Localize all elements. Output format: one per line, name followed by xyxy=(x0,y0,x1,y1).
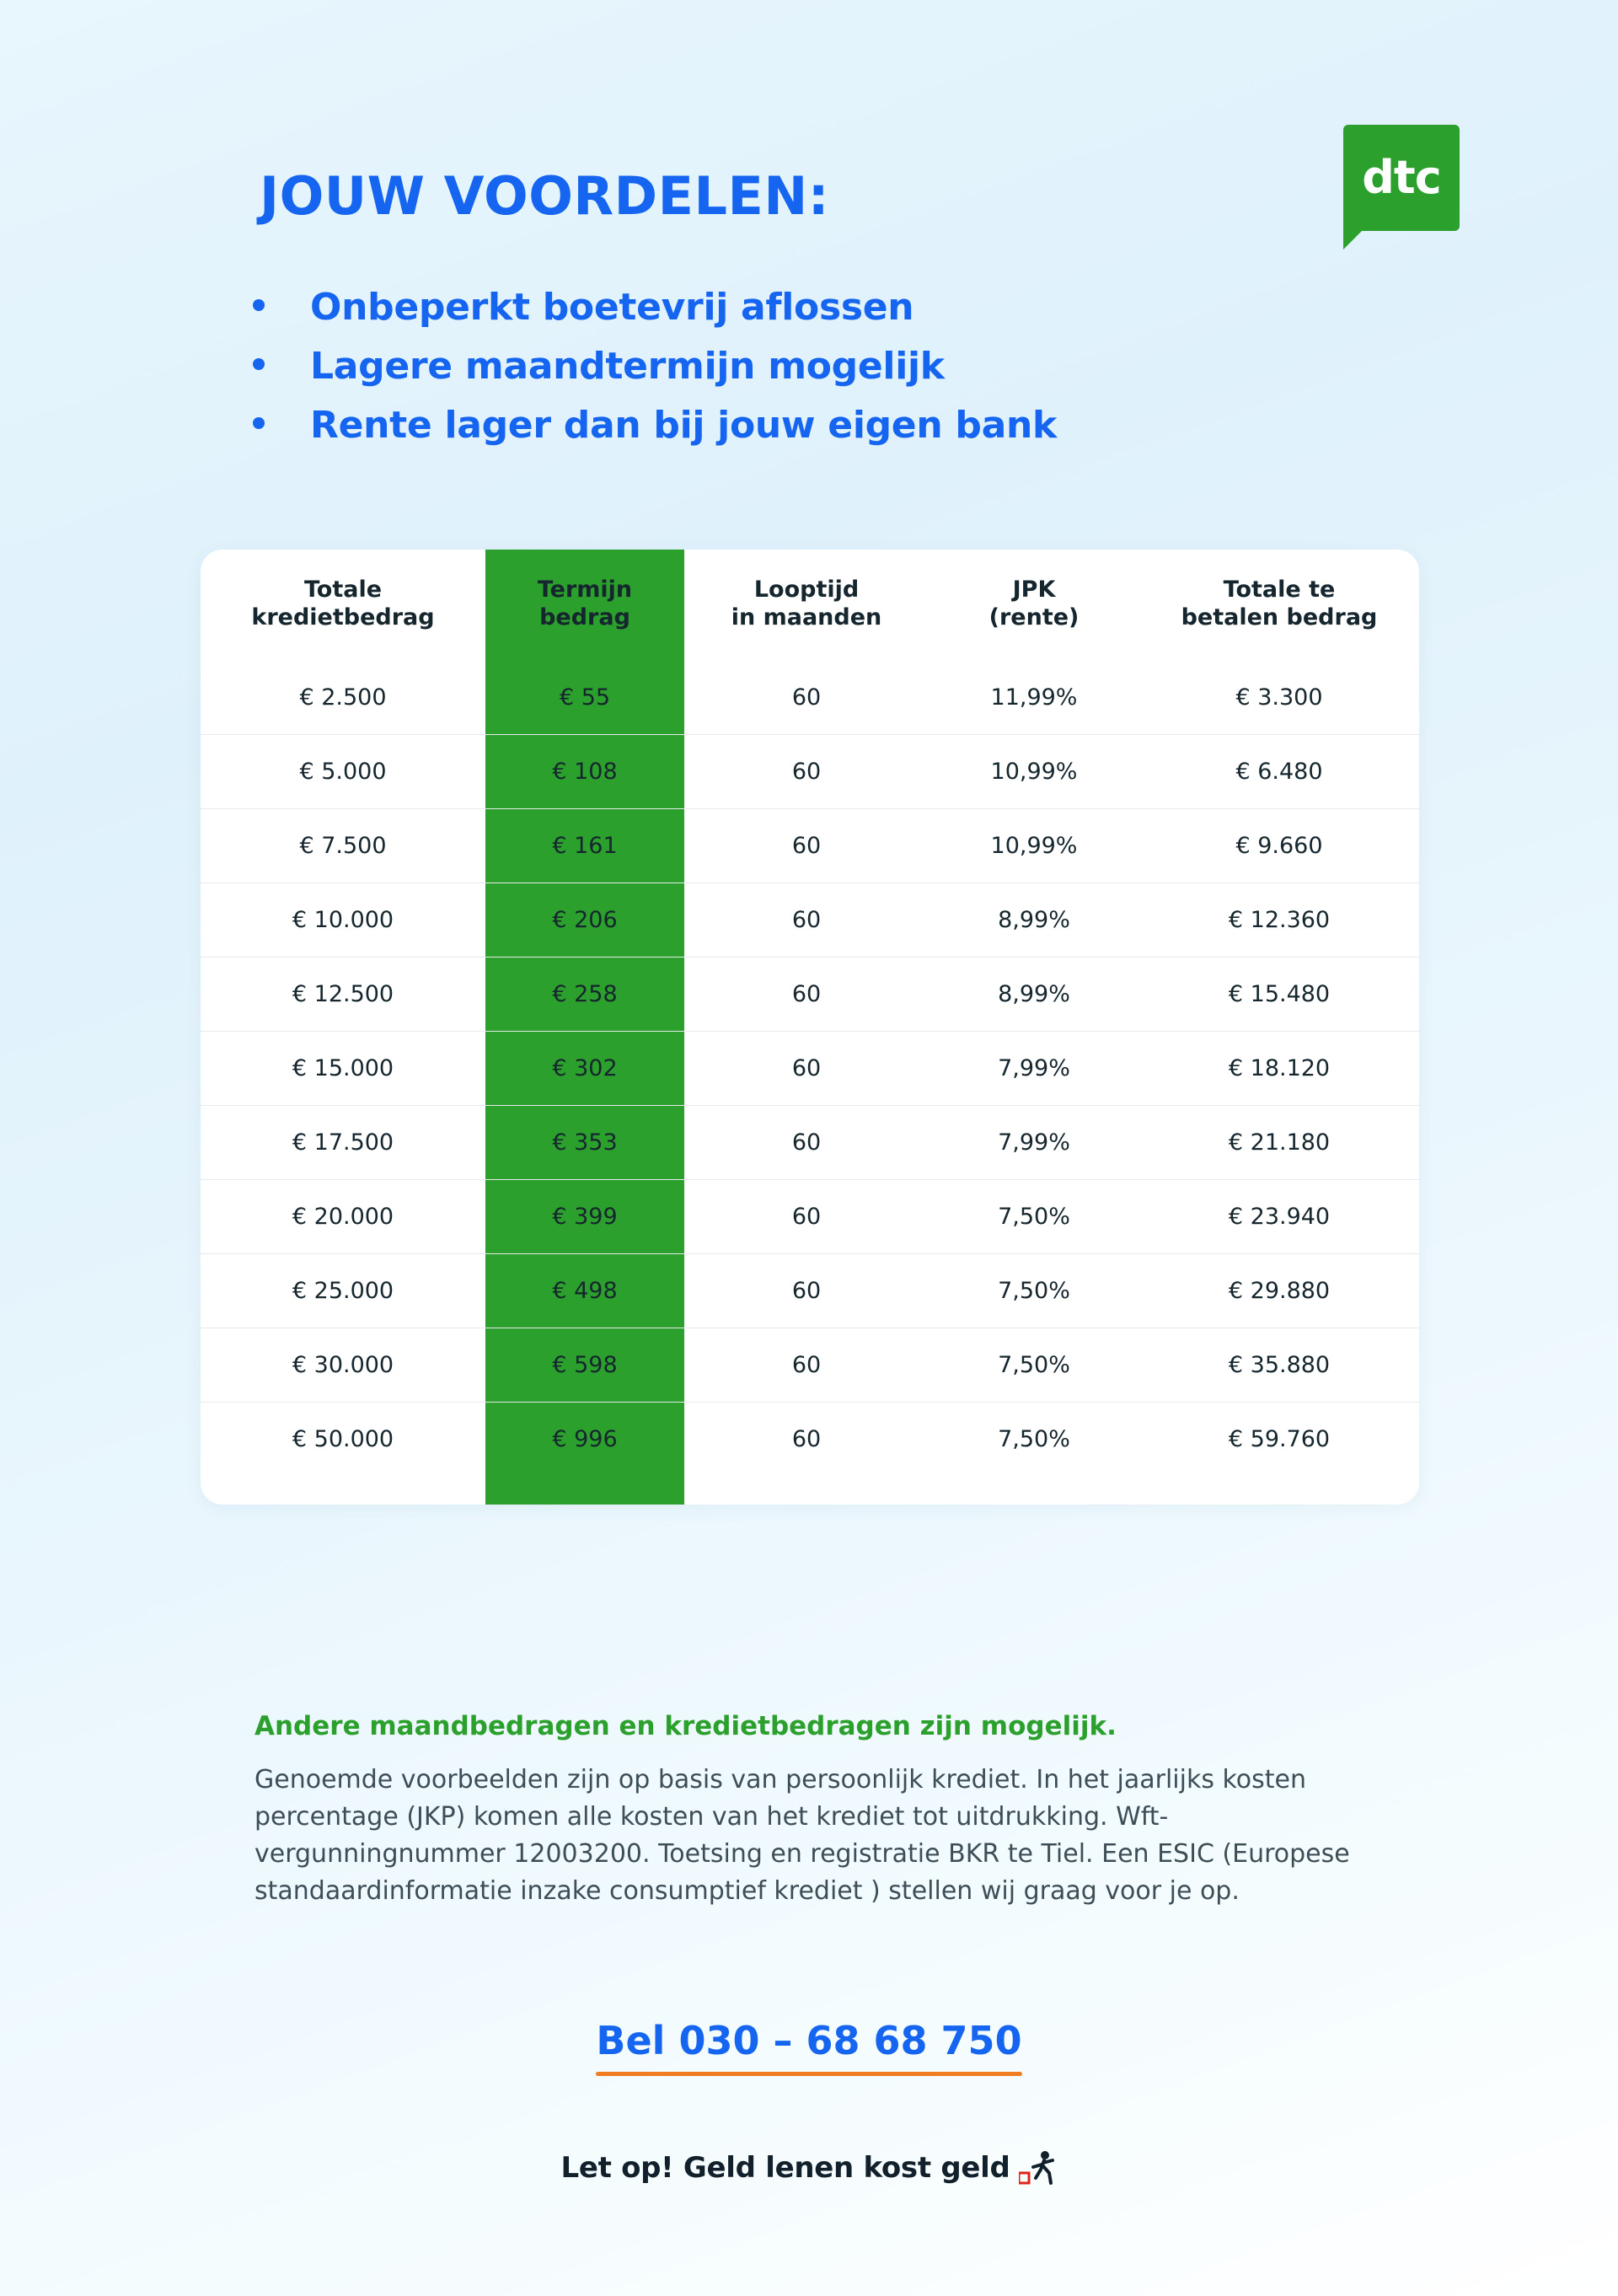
bullet-icon xyxy=(253,299,265,311)
cell-termijnbedrag: € 353 xyxy=(485,1105,684,1179)
cell-jkp: 7,50% xyxy=(929,1328,1139,1402)
cell-totaal: € 12.360 xyxy=(1139,882,1419,957)
cell-looptijd: 60 xyxy=(791,1425,822,1452)
column-header-looptijd: Looptijd in maanden xyxy=(731,577,882,630)
column-header-jkp: JPK (rente) xyxy=(988,577,1080,630)
cell-kredietbedrag: € 2.500 xyxy=(201,661,485,735)
cell-kredietbedrag: € 20.000 xyxy=(201,1179,485,1253)
cell-termijnbedrag: € 206 xyxy=(485,882,684,957)
cell-totaal: € 35.880 xyxy=(1139,1328,1419,1402)
legal-warning-inner xyxy=(560,2149,1057,2186)
cell-jkp: 7,99% xyxy=(929,1031,1139,1105)
cell-termijnbedrag: € 498 xyxy=(485,1253,684,1328)
rates-card xyxy=(201,550,1419,1505)
cell-kredietbedrag: € 17.500 xyxy=(201,1105,485,1179)
cell-kredietbedrag: € 5.000 xyxy=(201,734,485,808)
cell-totaal: € 15.480 xyxy=(1139,957,1419,1031)
legal-warning-text: Let op! Geld lenen kost geld xyxy=(560,2151,1010,2185)
bullet-icon xyxy=(253,417,265,429)
benefit-label: Lagere maandtermijn mogelijk xyxy=(310,345,945,388)
phone-number-label: Bel 030 – 68 68 750 xyxy=(596,2018,1022,2063)
column-header-totaal: Totale te betalen bedrag xyxy=(1181,577,1378,630)
legal-warning xyxy=(0,2149,1618,2186)
table-row xyxy=(201,957,1419,1031)
cell-jkp: 7,99% xyxy=(929,1105,1139,1179)
cell-jkp: 7,50% xyxy=(929,1253,1139,1328)
card-bottom-padding xyxy=(201,1476,1419,1505)
cell-looptijd: 60 xyxy=(684,1031,929,1105)
cell-kredietbedrag: € 7.500 xyxy=(201,808,485,882)
cell-jkp: 10,99% xyxy=(929,734,1139,808)
cell-jkp: 11,99% xyxy=(929,661,1139,735)
cell-jkp: 7,50% xyxy=(998,1425,1070,1452)
cell-jkp: 8,99% xyxy=(929,957,1139,1031)
table-row xyxy=(201,1031,1419,1105)
cell-kredietbedrag: € 25.000 xyxy=(201,1253,485,1328)
cell-termijnbedrag: € 399 xyxy=(485,1179,684,1253)
phone-number[interactable] xyxy=(596,2018,1021,2086)
cell-looptijd: 60 xyxy=(684,808,929,882)
table-row xyxy=(201,882,1419,957)
table-row xyxy=(201,1402,1419,1476)
cell-totaal: € 6.480 xyxy=(1139,734,1419,808)
table-row xyxy=(201,734,1419,808)
dtc-logo xyxy=(1343,125,1460,231)
bullet-icon xyxy=(253,358,265,370)
page-title: JOUW VOORDELEN: xyxy=(260,165,829,227)
phone-cta[interactable] xyxy=(0,2018,1618,2086)
cell-looptijd: 60 xyxy=(684,957,929,1031)
list-item xyxy=(253,278,1057,337)
logo-text: dtc xyxy=(1362,151,1441,204)
column-header-kredietbedrag: Totale kredietbedrag xyxy=(251,577,435,630)
cell-termijnbedrag: € 161 xyxy=(485,808,684,882)
column-header-termijnbedrag: Termijn bedrag xyxy=(485,550,684,661)
highlight-column-tail xyxy=(485,1474,684,1505)
phone-underline xyxy=(596,2072,1021,2076)
cell-termijnbedrag: € 598 xyxy=(485,1328,684,1402)
cell-kredietbedrag: € 10.000 xyxy=(201,882,485,957)
cell-looptijd: 60 xyxy=(684,1179,929,1253)
notes-body: Genoemde voorbeelden zijn op basis van persoonlijk krediet. In het jaarlijks kosten percentage (JKP) komen alle kosten van het krediet tot uitdrukking. Wft-vergunningnummer 12003200. Toetsing en registratie BKR te Tiel. Een ESIC (Europese standaardinformatie inzake consumptief krediet ) stellen wij graag voor je op. xyxy=(254,1765,1350,1906)
table-body xyxy=(201,661,1419,1476)
cell-jkp: 10,99% xyxy=(929,808,1139,882)
cell-totaal: € 23.940 xyxy=(1139,1179,1419,1253)
cell-totaal: € 3.300 xyxy=(1139,661,1419,735)
list-item xyxy=(253,337,1057,396)
benefits-list xyxy=(253,278,1057,455)
cell-termijnbedrag: € 258 xyxy=(485,957,684,1031)
cell-jkp: 8,99% xyxy=(929,882,1139,957)
cell-termijnbedrag: € 108 xyxy=(485,734,684,808)
cell-totaal: € 9.660 xyxy=(1139,808,1419,882)
rates-table xyxy=(201,550,1419,1476)
logo-shape xyxy=(1343,125,1460,231)
list-item xyxy=(253,396,1057,455)
cell-termijnbedrag: € 302 xyxy=(485,1031,684,1105)
benefit-label: Rente lager dan bij jouw eigen bank xyxy=(310,404,1057,447)
table-row xyxy=(201,661,1419,735)
table-row xyxy=(201,1328,1419,1402)
cell-looptijd: 60 xyxy=(684,1328,929,1402)
cell-kredietbedrag: € 30.000 xyxy=(201,1328,485,1402)
cell-termijnbedrag: € 55 xyxy=(485,661,684,735)
cell-totaal: € 29.880 xyxy=(1139,1253,1419,1328)
cell-kredietbedrag: € 15.000 xyxy=(201,1031,485,1105)
cell-termijnbedrag: € 996 xyxy=(485,1402,684,1476)
table-header-row xyxy=(201,550,1419,661)
cell-looptijd: 60 xyxy=(684,882,929,957)
notes-title: Andere maandbedragen en kredietbedragen zijn mogelijk. xyxy=(254,1711,1117,1741)
table-row xyxy=(201,1105,1419,1179)
benefit-label: Onbeperkt boetevrij aflossen xyxy=(310,286,914,329)
cell-kredietbedrag: € 50.000 xyxy=(292,1425,394,1452)
cell-looptijd: 60 xyxy=(684,734,929,808)
table-row xyxy=(201,1179,1419,1253)
cell-totaal: € 59.760 xyxy=(1228,1425,1331,1452)
cell-looptijd: 60 xyxy=(684,1253,929,1328)
table-row xyxy=(201,1253,1419,1328)
walking-person-icon xyxy=(1019,2149,1058,2186)
cell-looptijd: 60 xyxy=(684,661,929,735)
cell-jkp: 7,50% xyxy=(929,1179,1139,1253)
cell-totaal: € 18.120 xyxy=(1139,1031,1419,1105)
cell-kredietbedrag: € 12.500 xyxy=(201,957,485,1031)
cell-totaal: € 21.180 xyxy=(1139,1105,1419,1179)
table-head xyxy=(201,550,1419,661)
cell-looptijd: 60 xyxy=(684,1105,929,1179)
table-row xyxy=(201,808,1419,882)
